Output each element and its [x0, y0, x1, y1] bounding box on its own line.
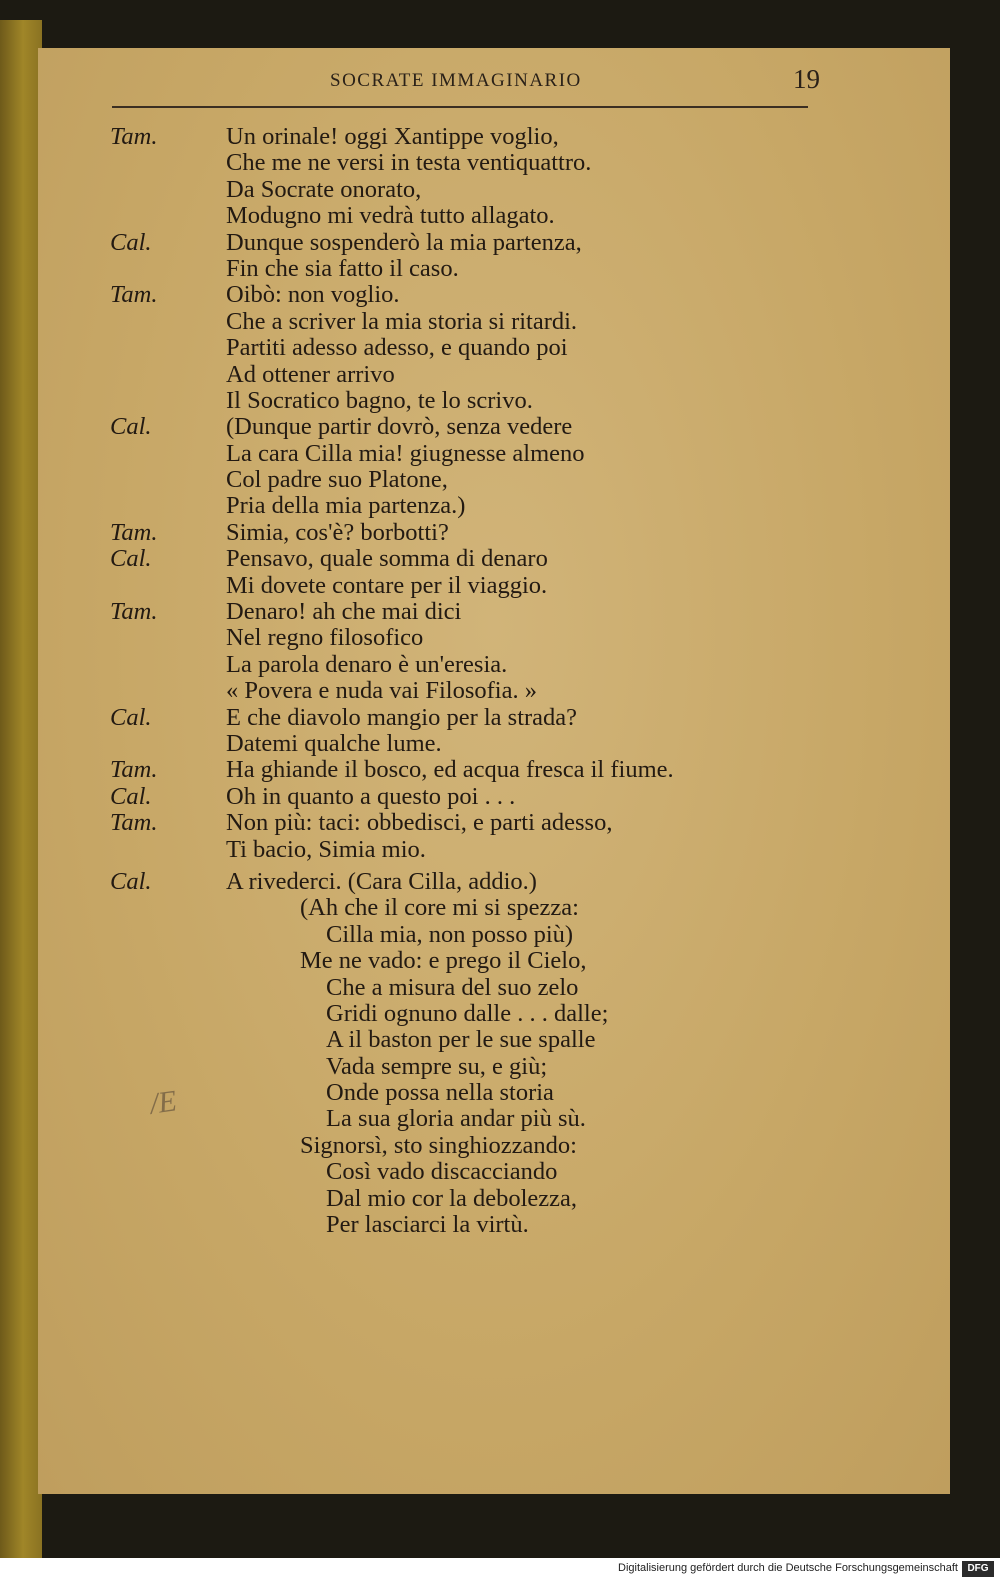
line-text: A il baston per le sue spalle — [326, 1026, 596, 1054]
line-text: Così vado discacciando — [326, 1158, 558, 1186]
verse-line — [110, 731, 830, 757]
line-text: Me ne vado: e prego il Cielo, — [300, 947, 587, 975]
verse-line — [110, 869, 830, 895]
speaker-label: Tam. — [110, 518, 158, 546]
line-text: Pria della mia partenza.) — [226, 492, 466, 520]
verse-line — [110, 309, 830, 335]
verse-line — [110, 810, 830, 836]
verse-line — [110, 678, 830, 704]
line-text: Mi dovete contare per il viaggio. — [226, 571, 548, 599]
line-text: Dal mio cor la debolezza, — [326, 1184, 578, 1212]
verse-line — [110, 705, 830, 731]
running-head — [110, 64, 820, 106]
verse-line — [110, 256, 830, 282]
verse-line — [110, 177, 830, 203]
running-head-title: SOCRATE IMMAGINARIO — [330, 70, 582, 91]
verse-line — [110, 414, 830, 440]
verse-line — [110, 1054, 830, 1080]
verse-line — [110, 282, 830, 308]
line-text: Datemi qualche lume. — [226, 729, 442, 757]
book-cover-edge — [0, 20, 42, 1558]
verse-line — [110, 573, 830, 599]
line-text: Onde possa nella storia — [326, 1079, 554, 1107]
header-rule — [112, 106, 808, 108]
line-text: Da Socrate onorato, — [226, 175, 422, 203]
verse-line — [110, 1212, 830, 1238]
line-text: Oibò: non voglio. — [226, 281, 400, 309]
verse-line — [110, 784, 830, 810]
verse-line — [110, 388, 830, 414]
line-text: Oh in quanto a questo poi . . . — [226, 782, 516, 810]
line-text: Vada sempre su, e giù; — [326, 1052, 548, 1080]
line-text: Non più: taci: obbedisci, e parti adesso, — [226, 809, 613, 837]
verse-line — [110, 837, 830, 863]
line-text: Pensavo, quale somma di denaro — [226, 545, 548, 573]
line-text: La sua gloria andar più sù. — [326, 1105, 586, 1133]
line-text: Simia, cos'è? borbotti? — [226, 518, 449, 546]
line-text: Denaro! ah che mai dici — [226, 598, 462, 626]
line-text: A rivederci. (Cara Cilla, addio.) — [226, 867, 537, 895]
speaker-label: Cal. — [110, 703, 152, 731]
verse-line — [110, 1133, 830, 1159]
line-text: Ha ghiande il bosco, ed acqua fresca il fiume. — [226, 756, 674, 784]
verse-line — [110, 1106, 830, 1132]
verse-line — [110, 203, 830, 229]
speaker-label: Cal. — [110, 413, 152, 441]
line-text: Fin che sia fatto il caso. — [226, 254, 459, 282]
line-text: Dunque sospenderò la mia partenza, — [226, 228, 582, 256]
verse-line — [110, 922, 830, 948]
verse-line — [110, 948, 830, 974]
speaker-label: Cal. — [110, 228, 152, 256]
line-text: Ti bacio, Simia mio. — [226, 835, 426, 863]
verse-line — [110, 1027, 830, 1053]
line-text: Gridi ognuno dalle . . . dalle; — [326, 999, 609, 1027]
speaker-label: Cal. — [110, 545, 152, 573]
verse-line — [110, 652, 830, 678]
line-text: Partiti adesso adesso, e quando poi — [226, 334, 568, 362]
line-text: La cara Cilla mia! giugnesse almeno — [226, 439, 585, 467]
line-text: Che me ne versi in testa ventiquattro. — [226, 149, 592, 177]
verse-line — [110, 625, 830, 651]
verse-line — [110, 1080, 830, 1106]
speaker-label: Tam. — [110, 281, 158, 309]
speaker-label: Tam. — [110, 756, 158, 784]
line-text: Cilla mia, non posso più) — [326, 920, 574, 948]
digitization-footer — [0, 1560, 1000, 1580]
verse-line — [110, 335, 830, 361]
verse-line — [110, 1186, 830, 1212]
verse-line — [110, 493, 830, 519]
verse-line — [110, 362, 830, 388]
line-text: Col padre suo Platone, — [226, 466, 448, 494]
verse-line — [110, 150, 830, 176]
speaker-label: Cal. — [110, 867, 152, 895]
verse-line — [110, 1001, 830, 1027]
speaker-label: Tam. — [110, 598, 158, 626]
line-text: La parola denaro è un'eresia. — [226, 650, 508, 678]
line-text: Un orinale! oggi Xantippe voglio, — [226, 123, 559, 150]
verse-line — [110, 546, 830, 572]
line-text: Signorsì, sto singhiozzando: — [300, 1131, 577, 1159]
pencil-marginalia: /E — [147, 1084, 179, 1121]
line-text: Il Socratico bagno, te lo scrivo. — [226, 386, 533, 414]
verse-line — [110, 599, 830, 625]
page-number: 19 — [793, 64, 820, 94]
dfg-logo: DFG — [962, 1561, 994, 1577]
line-text: Per lasciarci la virtù. — [326, 1211, 529, 1239]
verse-line — [110, 467, 830, 493]
verse-line — [110, 975, 830, 1001]
speaker-label: Cal. — [110, 782, 152, 810]
verse-line — [110, 124, 830, 150]
verse-text — [110, 124, 830, 1238]
speaker-label: Tam. — [110, 809, 158, 837]
line-text: (Dunque partir dovrò, senza vedere — [226, 413, 573, 441]
verse-line — [110, 230, 830, 256]
verse-line — [110, 1159, 830, 1185]
line-text: Ad ottener arrivo — [226, 360, 395, 388]
verse-line — [110, 895, 830, 921]
verse-line — [110, 520, 830, 546]
line-text: Modugno mi vedrà tutto allagato. — [226, 202, 555, 230]
line-text: « Povera e nuda vai Filosofia. » — [226, 677, 537, 705]
footer-credit: Digitalisierung gefördert durch die Deutsche Forschungsgemeinschaft — [618, 1562, 958, 1574]
line-text: Nel regno filosofico — [226, 624, 424, 652]
verse-line — [110, 757, 830, 783]
line-text: (Ah che il core mi si spezza: — [300, 894, 579, 922]
verse-line — [110, 441, 830, 467]
line-text: Che a misura del suo zelo — [326, 973, 579, 1001]
line-text: Che a scriver la mia storia si ritardi. — [226, 307, 578, 335]
speaker-label: Tam. — [110, 123, 158, 150]
line-text: E che diavolo mangio per la strada? — [226, 703, 578, 731]
